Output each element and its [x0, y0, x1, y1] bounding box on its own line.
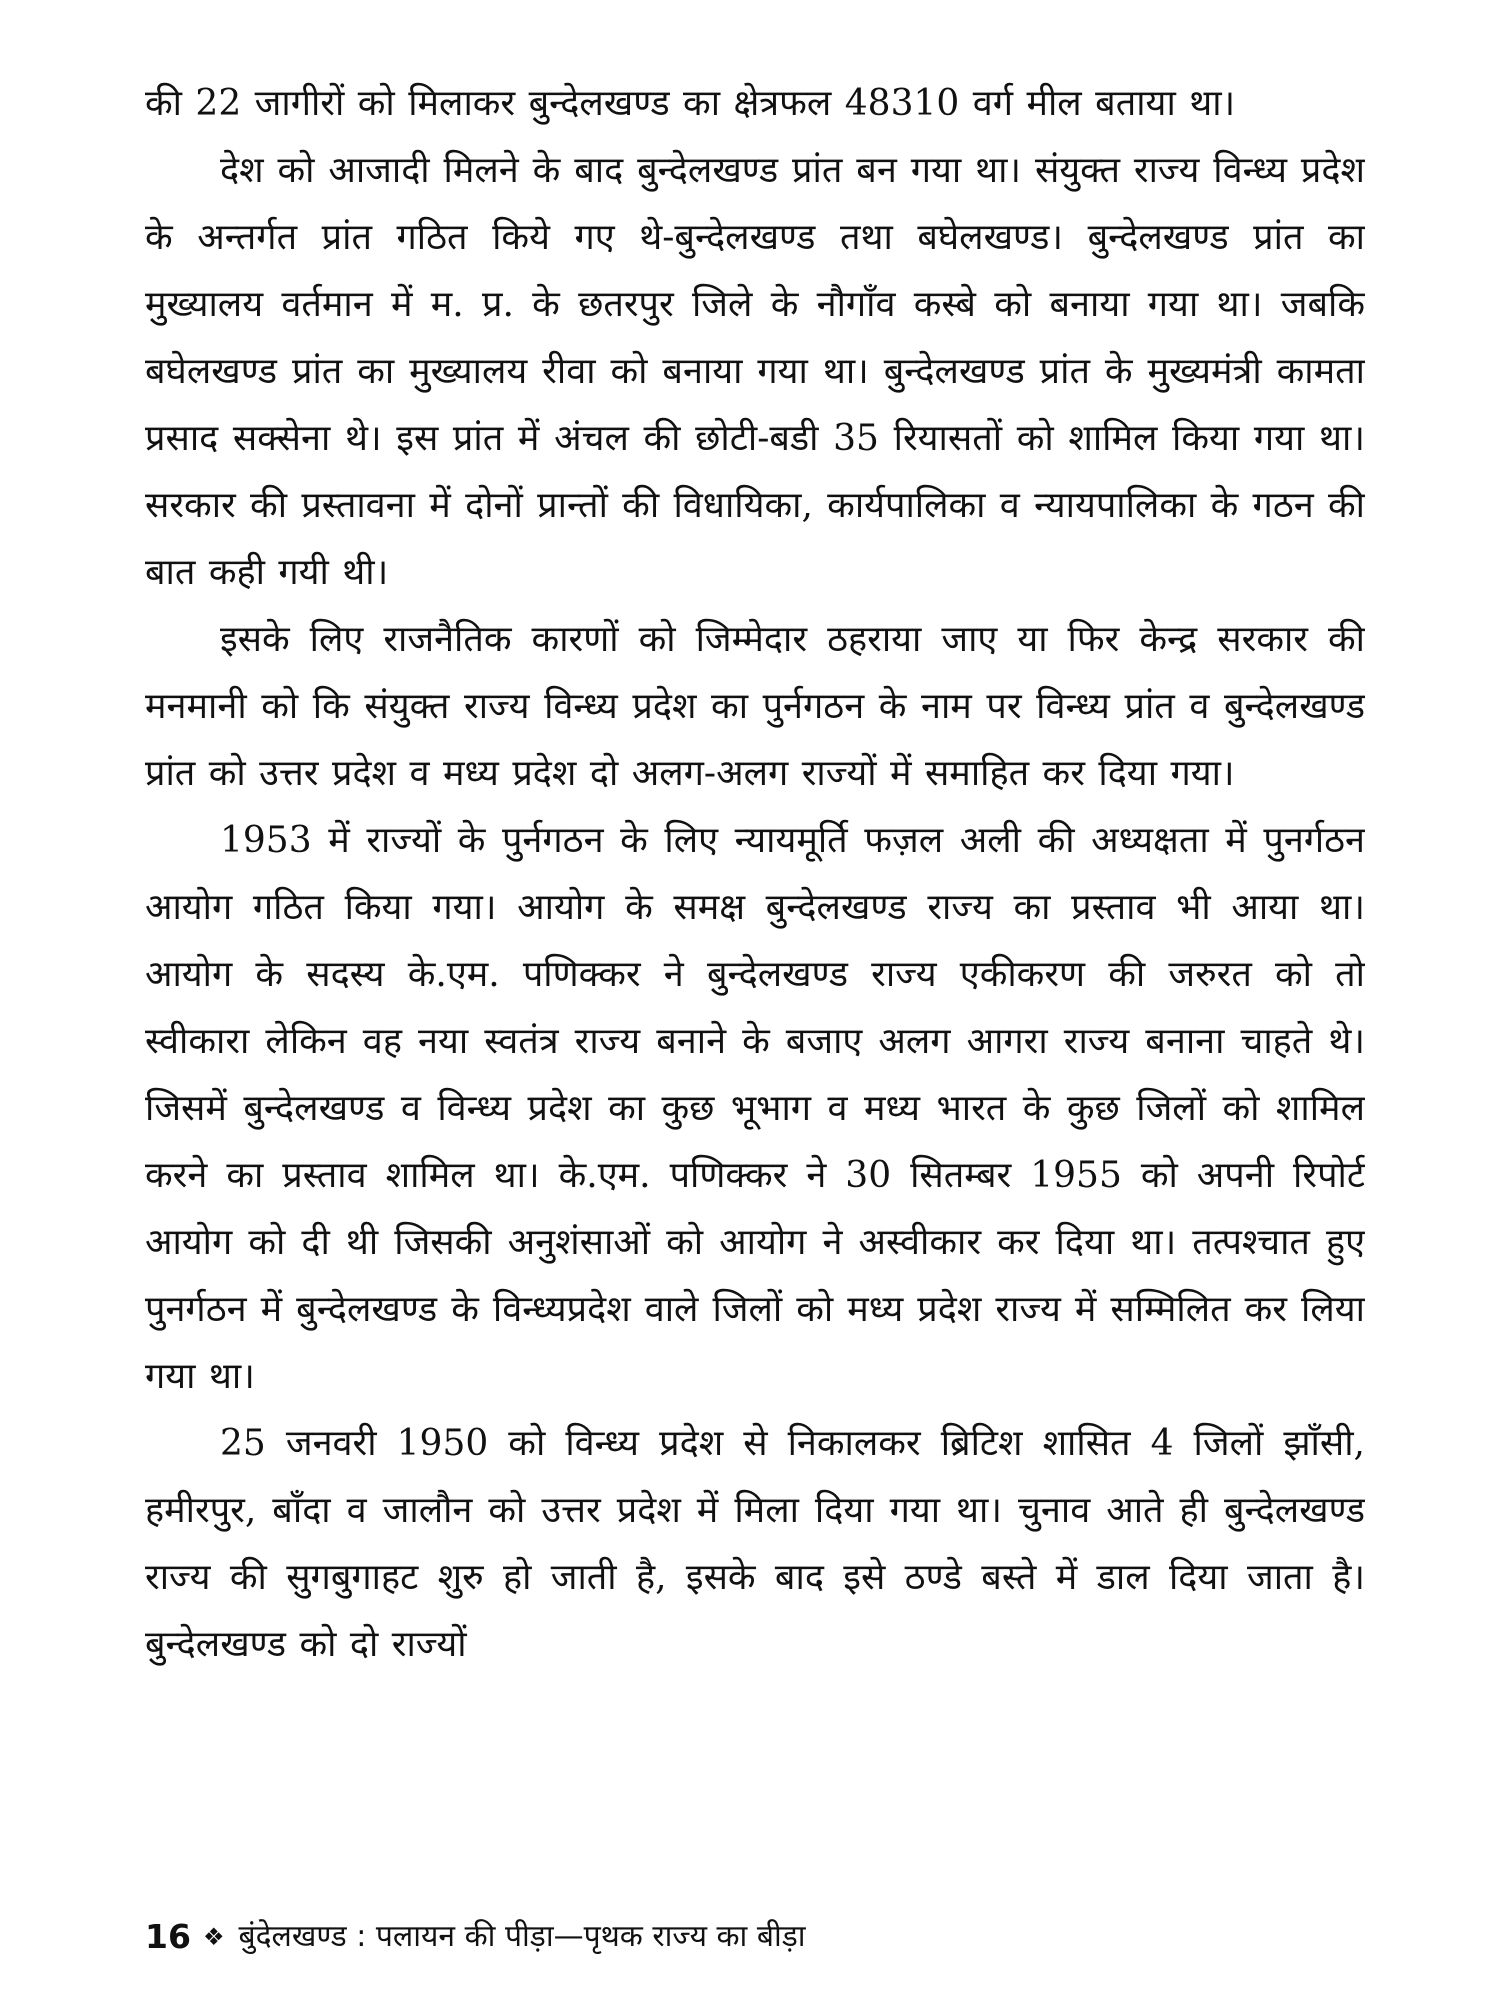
paragraph-independence-province: देश को आजादी मिलने के बाद बुन्देलखण्ड प्रांत बन गया था। संयुक्त राज्य विन्ध्य प्रदेश के अन्तर्गत प्रांत गठित किये गए थे-बुन्देलखण्ड तथा बघेलखण्ड। बुन्देलखण्ड प्रांत का मुख्यालय वर्तमान में म. प्र. के छतरपुर जिले के नौगाँव कस्बे को बनाया गया था। जबकि बघेलखण्ड प्रांत का मुख्यालय रीवा को बनाया गया था। बुन्देलखण्ड प्रांत के मुख्यमंत्री कामता प्रसाद सक्सेना थे। इस प्रांत में अंचल की छोटी-बडी 35 रियासतों को शामिल किया गया था। सरकार की प्रस्तावना में दोनों प्रान्तों की विधायिका, कार्यपालिका व न्यायपालिका के गठन की बात कही गयी थी।: [145, 150, 1365, 593]
paragraph-continuation: की 22 जागीरों को मिलाकर बुन्देलखण्ड का क्षेत्रफल 48310 वर्ग मील बताया था।: [145, 83, 1236, 124]
paragraph-political-reasons: इसके लिए राजनैतिक कारणों को जिम्मेदार ठहराया जाए या फिर केन्द्र सरकार की मनमानी को कि संयुक्त राज्य विन्ध्य प्रदेश का पुर्नगठन के नाम पर विन्ध्य प्रांत व बुन्देलखण्ड प्रांत को उत्तर प्रदेश व मध्य प्रदेश दो अलग-अलग राज्यों में समाहित कर दिया गया।: [145, 619, 1365, 794]
page-footer: [145, 1912, 1365, 1962]
running-book-title: बुंदेलखण्ड : पलायन की पीड़ा—पृथक राज्य का बीड़ा: [238, 1919, 806, 1954]
page-body: [145, 70, 1365, 1860]
paragraph-january-1950: 25 जनवरी 1950 को विन्ध्य प्रदेश से निकालकर ब्रिटिश शासित 4 जिलों झाँसी, हमीरपुर, बाँदा व जालौन को उत्तर प्रदेश में मिला दिया गया था। चुनाव आते ही बुन्देलखण्ड राज्य की सुगबुगाहट शुरु हो जाती है, इसके बाद इसे ठण्डे बस्ते में डाल दिया जाता है। बुन्देलखण्ड को दो राज्यों: [145, 1423, 1365, 1665]
page-number: 16: [145, 1917, 191, 1956]
paragraph-reorganisation-commission: 1953 में राज्यों के पुर्नगठन के लिए न्यायमूर्ति फज़ल अली की अध्यक्षता में पुनर्गठन आयोग गठित किया गया। आयोग के समक्ष बुन्देलखण्ड राज्य का प्रस्ताव भी आया था। आयोग के सदस्य के.एम. पणिक्कर ने बुन्देलखण्ड राज्य एकीकरण की जरुरत को तो स्वीकारा लेकिन वह नया स्वतंत्र राज्य बनाने के बजाए अलग आगरा राज्य बनाना चाहते थे। जिसमें बुन्देलखण्ड व विन्ध्य प्रदेश का कुछ भूभाग व मध्य भारत के कुछ जिलों को शामिल करने का प्रस्ताव शामिल था। के.एम. पणिक्कर ने 30 सितम्बर 1955 को अपनी रिपोर्ट आयोग को दी थी जिसकी अनुशंसाओं को आयोग ने अस्वीकार कर दिया था। तत्पश्चात हुए पुनर्गठन में बुन्देलखण्ड के विन्ध्यप्रदेश वाले जिलों को मध्य प्रदेश राज्य में सम्मिलित कर लिया गया था।: [145, 820, 1365, 1397]
diamond-separator-icon: ❖: [202, 1923, 225, 1951]
